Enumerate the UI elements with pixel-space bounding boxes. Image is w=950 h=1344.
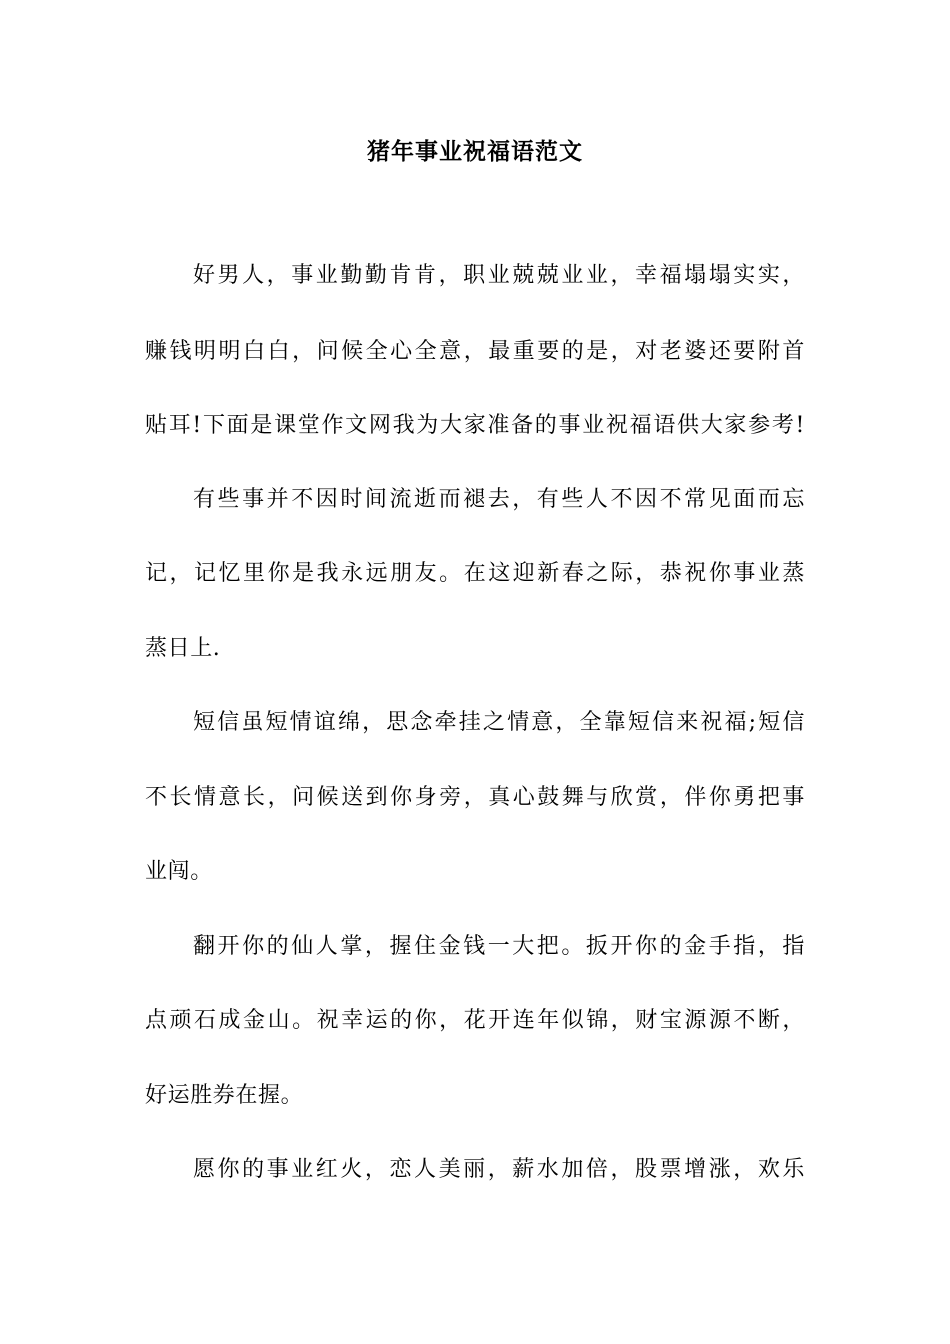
- paragraph-3-line-1: 短信虽短情谊绵，思念牵挂之情意，全靠短信来祝福;短信: [193, 710, 805, 735]
- paragraph-2-line-3: 蒸日上.: [145, 636, 221, 661]
- paragraph-1-line-1: 好男人，事业勤勤肯肯，职业兢兢业业，幸福塌塌实实，: [193, 263, 805, 288]
- paragraph-4-line-2: 点顽石成金山。祝幸运的你，花开连年似锦，财宝源源不断，: [145, 1008, 805, 1033]
- paragraph-2-line-2: 记，记忆里你是我永远朋友。在这迎新春之际，恭祝你事业蒸: [145, 561, 805, 586]
- paragraph-5-line-1: 愿你的事业红火，恋人美丽，薪水加倍，股票增涨，欢乐: [193, 1157, 805, 1182]
- paragraph-1-line-2: 赚钱明明白白，问候全心全意，最重要的是，对老婆还要附首: [145, 339, 805, 364]
- paragraph-2-line-1: 有些事并不因时间流逝而褪去，有些人不因不常见面而忘: [193, 487, 805, 512]
- document-title: 猪年事业祝福语范文: [367, 138, 583, 165]
- paragraph-4-line-1: 翻开你的仙人掌，握住金钱一大把。扳开你的金手指，指: [193, 934, 805, 959]
- paragraph-3-line-3: 业闯。: [145, 859, 213, 884]
- paragraph-1-line-3: 贴耳!下面是课堂作文网我为大家准备的事业祝福语供大家参考!: [145, 413, 805, 438]
- paragraph-3-line-2: 不长情意长，问候送到你身旁，真心鼓舞与欣赏，伴你勇把事: [145, 785, 805, 810]
- paragraph-4-line-3: 好运胜券在握。: [145, 1083, 304, 1108]
